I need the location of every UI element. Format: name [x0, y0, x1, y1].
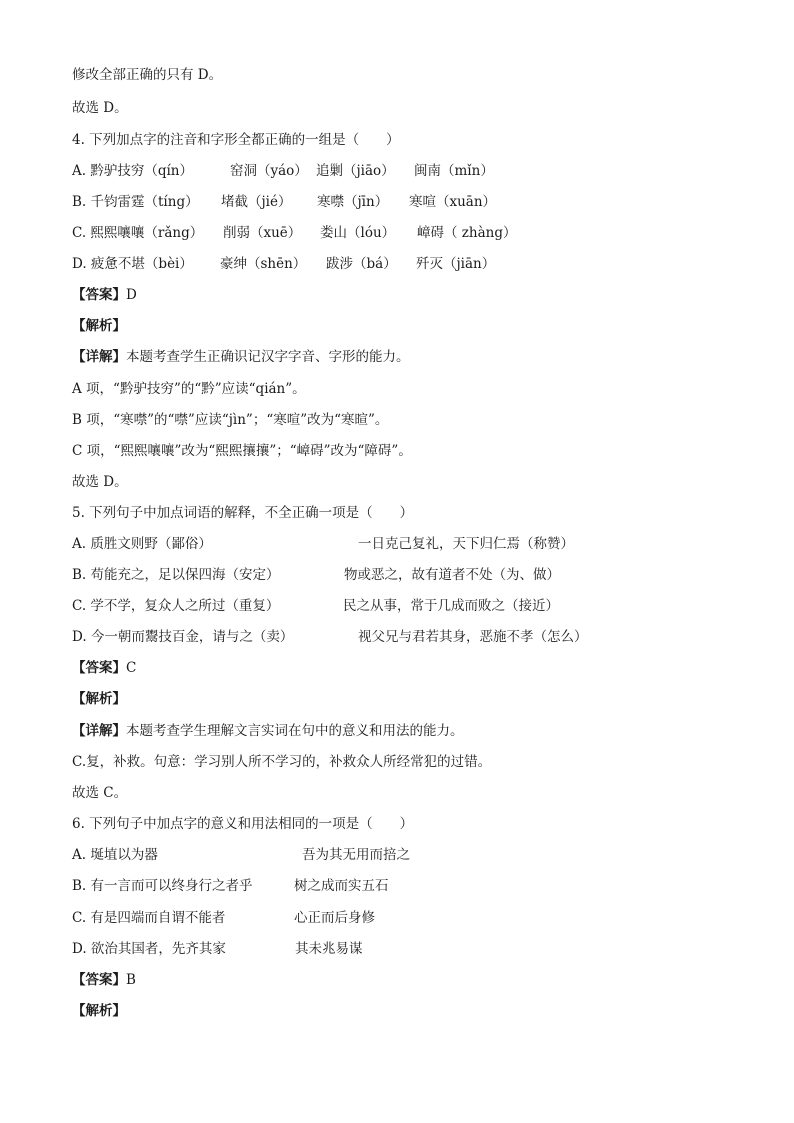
option-text: A. 埏埴以为器 — [72, 847, 158, 863]
explanation-line: A 项，“黔驴技穷”的“黔”应读“qián”。 — [72, 381, 306, 397]
option-text: 一日克己复礼，天下归仁焉（称赞） — [358, 536, 574, 552]
answer-label: 【答案】 — [72, 287, 126, 303]
option-text: 寒喧（xuān） — [409, 194, 497, 210]
detail-text: 本题考查学生理解文言实词在句中的意义和用法的能力。 — [126, 723, 464, 739]
option-text: 歼灭（jiān） — [416, 256, 496, 272]
analysis-label: 【解析】 — [72, 691, 126, 707]
detail-line — [72, 348, 410, 366]
answer-line — [72, 971, 136, 989]
answer-line — [72, 659, 136, 677]
option-text: B. 有一言而可以终身行之者乎 — [72, 878, 253, 894]
option-text: 嶂碍（ zhàng） — [417, 225, 517, 241]
option-text: 其未兆易谋 — [295, 941, 363, 957]
detail-text: 本题考查学生正确识记汉字字音、字形的能力。 — [126, 349, 410, 365]
analysis-label: 【解析】 — [72, 318, 126, 334]
question-6: 6. 下列句子中加点字的意义和用法相同的一项是（ ） — [72, 816, 414, 832]
option-text: 物或恶之，故有道者不处（为、做） — [344, 567, 560, 583]
detail-label: 【详解】 — [72, 349, 126, 365]
option-text: 闽南（mǐn） — [414, 163, 494, 179]
text-line: 故选 D。 — [72, 100, 128, 116]
option-text: 窑洞（yáo） — [230, 163, 308, 179]
option-text: C. 有是四端而自谓不能者 — [72, 910, 226, 926]
detail-label: 【详解】 — [72, 723, 126, 739]
explanation-line: 故选 C。 — [72, 785, 128, 801]
explanation-line: C.复，补救。句意：学习别人所不学习的，补救众人所经常犯的过错。 — [72, 754, 492, 770]
option-text: 视父兄与君若其身，恶施不孝（怎么） — [358, 629, 588, 645]
option-text: 民之从事，常于几成而败之（接近） — [343, 598, 559, 614]
analysis-label: 【解析】 — [72, 1003, 126, 1019]
option-text: 心正而后身修 — [294, 910, 375, 926]
answer-line — [72, 286, 137, 304]
option-text: D. 今一朝而鬻技百金，请与之（卖） — [72, 629, 294, 645]
answer-value: D — [126, 287, 137, 303]
option-text: 寒噤（jīn） — [317, 194, 389, 210]
option-text: 追剿（jiāo） — [316, 163, 395, 179]
option-text: D. 疲惫不堪（bèi） — [72, 256, 193, 272]
question-4: 4. 下列加点字的注音和字形全都正确的一组是（ ） — [72, 132, 400, 148]
option-text: 堵截（jié） — [221, 194, 292, 210]
option-text: 树之成而实五石 — [294, 878, 389, 894]
option-text: C. 学不学，复众人之所过（重复） — [72, 598, 280, 614]
explanation-line: 故选 D。 — [72, 474, 128, 490]
option-text: A. 黔驴技穷（qín） — [72, 163, 193, 179]
option-text: 跋涉（bá） — [326, 256, 397, 272]
option-text: C. 熙熙嚷嚷（rǎng） — [72, 225, 204, 241]
option-text: 吾为其无用而掊之 — [302, 847, 410, 863]
answer-value: C — [126, 660, 137, 676]
option-text: B. 千钧雷霆（tíng） — [72, 194, 199, 210]
option-text: 削弱（xuē） — [223, 225, 302, 241]
question-5: 5. 下列句子中加点词语的解释，不全正确一项是（ ） — [72, 505, 414, 521]
option-text: B. 苟能充之，足以保四海（安定） — [72, 567, 280, 583]
answer-value: B — [126, 972, 136, 988]
text-line: 修改全部正确的只有 D。 — [72, 67, 223, 83]
answer-label: 【答案】 — [72, 972, 126, 988]
option-text: 娄山（lóu） — [320, 225, 396, 241]
detail-line — [72, 722, 464, 740]
option-text: A. 质胜文则野（鄙俗） — [72, 536, 212, 552]
explanation-line: C 项，“熙熙嚷嚷”改为“熙熙攘攘”；“嶂碍”改为“障碍”。 — [72, 443, 412, 459]
explanation-line: B 项，“寒噤”的“噤”应读“jìn”；“寒喧”改为“寒暄”。 — [72, 412, 389, 428]
answer-label: 【答案】 — [72, 660, 126, 676]
option-text: D. 欲治其国者，先齐其家 — [72, 941, 226, 957]
option-text: 豪绅（shēn） — [220, 256, 307, 272]
